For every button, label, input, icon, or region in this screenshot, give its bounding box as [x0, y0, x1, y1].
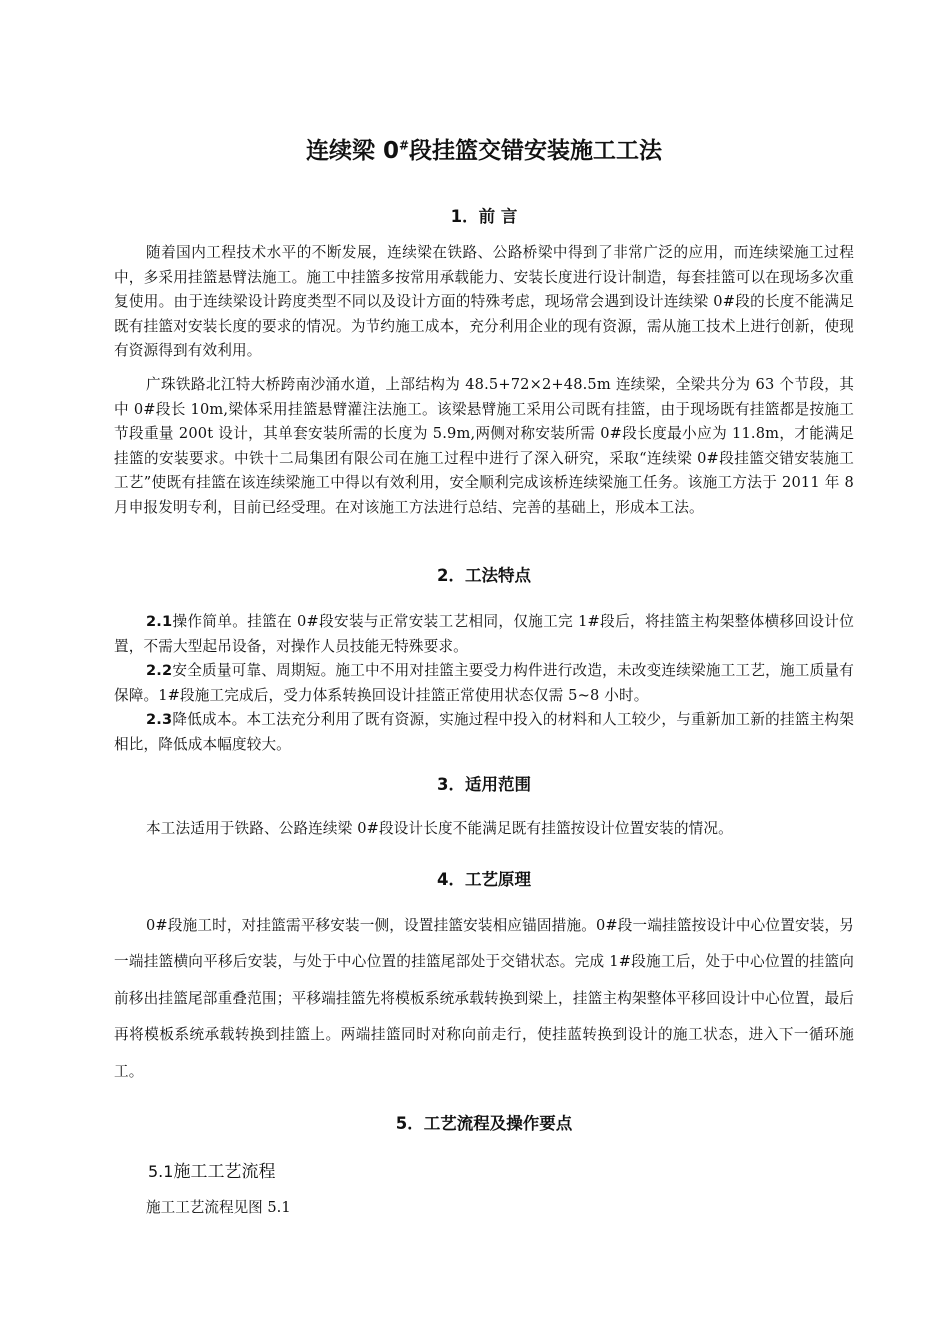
subsection-number: 5.1: [148, 1162, 174, 1181]
document-title: [114, 132, 854, 165]
feature-item: [114, 610, 854, 659]
feature-number: 2.2: [146, 662, 173, 679]
intro-paragraph-2: 广珠铁路北江特大桥跨南沙涌水道，上部结构为 48.5+72×2+48.5m 连续梁，全梁共分为 63 个节段，其中 0#段长 10m,梁体采用挂篮悬臂灌注法施工。该梁悬臂施工采用公司既有挂篮，由于现场既有挂篮都是按施工节段重量 200t 设计，其单套安装所需的长度为 5.9m,两侧对称安装所需 0#段长度最小应为 11.8m，才能满足挂篮的安装要求。中铁十二局集团有限公司在施工过程中进行了深入研究，采取“连续梁 0#段挂篮交错安装施工工艺”使既有挂篮在该连续梁施工中得以有效利用，安全顺利完成该桥连续梁施工任务。该施工方法于 2011 年 8 月申报发明专利，目前已经受理。在对该施工方法进行总结、完善的基础上，形成本工法。: [114, 376, 854, 516]
feature-text: 安全质量可靠、周期短。施工中不用对挂篮主要受力构件进行改造，未改变连续梁施工工艺，施工质量有保障。1#段施工完成后，受力体系转换回设计挂篮正常使用状态仅需 5~8 小时。: [114, 662, 854, 704]
feature-text: 操作简单。挂篮在 0#段安装与正常安装工艺相同，仅施工完 1#段后，将挂篮主构架整体横移回设计位置，不需大型起吊设备，对操作人员技能无特殊要求。: [114, 613, 854, 655]
section-heading-1: 1．前 言: [450, 207, 518, 226]
title-suffix: 段挂篮交错安装施工工法: [409, 138, 663, 164]
feature-item: [114, 659, 854, 708]
section-heading-3: 3．适用范围: [437, 775, 531, 794]
flow-reference-text: 施工工艺流程见图 5.1: [146, 1199, 291, 1216]
feature-number: 2.1: [146, 613, 173, 630]
feature-number: 2.3: [146, 711, 173, 728]
section-heading-5: 5．工艺流程及操作要点: [395, 1114, 573, 1133]
section-heading-2: 2．工法特点: [437, 566, 531, 585]
principle-paragraph: 0#段施工时，对挂篮需平移安装一侧，设置挂篮安装相应锚固措施。0#段一端挂篮按设计中心位置安装，另一端挂篮横向平移后安装，与处于中心位置的挂篮尾部处于交错状态。完成 1#段施工后，处于中心位置的挂篮向前移出挂篮尾部重叠范围；平移端挂篮先将模板系统承载转换到梁上，挂篮主构架整体平移回设计中心位置，最后再将模板系统承载转换到挂篮上。两端挂篮同时对称向前走行，使挂蓝转换到设计的施工状态，进入下一循环施工。: [114, 917, 854, 1080]
feature-text: 降低成本。本工法充分利用了既有资源，实施过程中投入的材料和人工较少，与重新加工新的挂篮主构架相比，降低成本幅度较大。: [114, 711, 854, 753]
subsection-label: 施工工艺流程: [173, 1162, 276, 1182]
title-superscript: #: [398, 138, 410, 153]
scope-paragraph: 本工法适用于铁路、公路连续梁 0#段设计长度不能满足既有挂篮按设计位置安装的情况。: [146, 820, 733, 837]
subsection-heading-5-1: [148, 1157, 275, 1182]
intro-paragraph-1: 随着国内工程技术水平的不断发展，连续梁在铁路、公路桥梁中得到了非常广泛的应用，而连续梁施工过程中，多采用挂篮悬臂法施工。施工中挂篮多按常用承载能力、安装长度进行设计制造，每套挂篮可以在现场多次重复使用。由于连续梁设计跨度类型不同以及设计方面的特殊考虑，现场常会遇到设计连续梁 0#段的长度不能满足既有挂篮对安装长度的要求的情况。为节约施工成本，充分利用企业的现有资源，需从施工技术上进行创新，使现有资源得到有效利用。: [114, 244, 854, 360]
feature-item: [114, 708, 854, 757]
title-prefix: 连续梁 0: [305, 138, 399, 164]
section-heading-4: 4．工艺原理: [437, 870, 531, 889]
